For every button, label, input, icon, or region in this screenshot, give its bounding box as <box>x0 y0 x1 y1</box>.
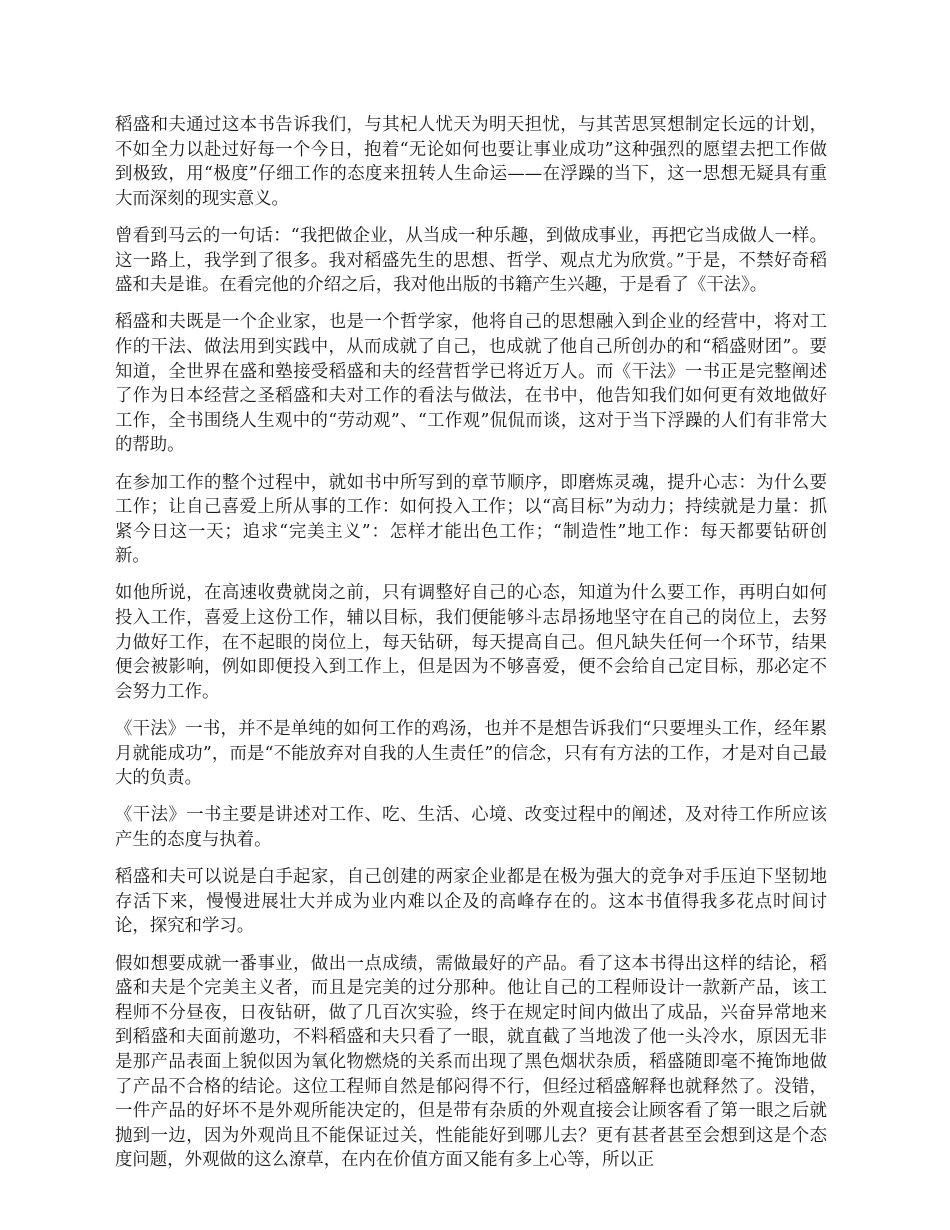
document-body <box>115 113 827 1186</box>
paragraph: 假如想要成就一番事业，做出一点成绩，需做最好的产品。看了这本书得出这样的结论，稻盛和夫是个完美主义者，而且是完美的过分那种。他让自己的工程师设计一款新产品，该工程师不分昼夜，日夜钻研，做了几百次实验，终于在规定时间内做出了成品，兴奋异常地来到稻盛和夫面前邀功，不料稻盛和夫只看了一眼，就直截了当地泼了他一头冷水，原因无非是那产品表面上貌似因为氧化物燃烧的关系而出现了黑色烟状杂质，稻盛随即毫不掩饰地做了产品不合格的结论。这位工程师自然是郁闷得不行，但经过稻盛解释也就释然了。没错，一件产品的好坏不是外观所能决定的，但是带有杂质的外观直接会让顾客看了第一眼之后就抛到一边，因为外观尚且不能保证过关，性能能好到哪儿去？更有甚者甚至会想到这是个态度问题，外观做的这么潦草，在内在价值方面又能有多上心等，所以正 <box>115 953 827 1171</box>
paragraph: 如他所说，在高速收费就岗之前，只有调整好自己的心态，知道为什么要工作，再明白如何投入工作，喜爱上这份工作，辅以目标，我们便能够斗志昂扬地坚守在自己的岗位上，去努力做好工作，在不起眼的岗位上，每天钻研，每天提高自己。但凡缺失任何一个环节，结果便会被影响，例如即便投入到工作上，但是因为不够喜爱，便不会给自己定目标，那必定不会努力工作。 <box>115 583 827 702</box>
paragraph: 《干法》一书主要是讲述对工作、吃、生活、心境、改变过程中的阐述，及对待工作所应该产生的态度与执着。 <box>115 805 827 850</box>
paragraph: 稻盛和夫通过这本书告诉我们，与其杞人忧天为明天担忧，与其苦思冥想制定长远的计划，不如全力以赴过好每一个今日，抱着“无论如何也要让事业成功”这种强烈的愿望去把工作做到极致，用“极度”仔细工作的态度来扭转人生命运——在浮躁的当下，这一思想无疑具有重大而深刻的现实意义。 <box>115 115 827 209</box>
paragraph: 稻盛和夫既是一个企业家，也是一个哲学家，他将自己的思想融入到企业的经营中，将对工作的干法、做法用到实践中，从而成就了自己，也成就了他自己所创办的和“稻盛财团”。要知道，全世界在盛和塾接受稻盛和夫的经营哲学已将近万人。而《干法》一书正是完整阐述了作为日本经营之圣稻盛和夫对工作的看法与做法，在书中，他告知我们如何更有效地做好工作，全书围绕人生观中的“劳动观”、“工作观”侃侃而谈，这对于当下浮躁的人们有非常大的帮助。 <box>115 312 827 456</box>
paragraph: 曾看到马云的一句话：“我把做企业，从当成一种乐趣，到做成事业，再把它当成做人一样。这一路上，我学到了很多。我对稻盛先生的思想、哲学、观点尤为欣赏。”于是，不禁好奇稻盛和夫是谁。在看完他的介绍之后，我对他出版的书籍产生兴趣，于是看了《干法》。 <box>115 225 827 296</box>
paragraph: 《干法》一书，并不是单纯的如何工作的鸡汤，也并不是想告诉我们“只要埋头工作，经年累月就能成功”，而是“不能放弃对自我的人生责任”的信念，只有有方法的工作，才是对自己最大的负责。 <box>115 719 827 789</box>
paragraph: 在参加工作的整个过程中，就如书中所写到的章节顺序，即磨炼灵魂，提升心志：为什么要工作；让自己喜爱上所从事的工作：如何投入工作；以“高目标”为动力；持续就是力量：抓紧今日这一天；追求“完美主义”：怎样才能出色工作；“制造性”地工作：每天都要钻研创新。 <box>115 472 827 567</box>
paragraph: 稻盛和夫可以说是白手起家，自己创建的两家企业都是在极为强大的竞争对手压迫下坚韧地存活下来，慢慢进展壮大并成为业内难以企及的高峰存在的。这本书值得我多花点时间讨论，探究和学习。 <box>115 867 827 937</box>
